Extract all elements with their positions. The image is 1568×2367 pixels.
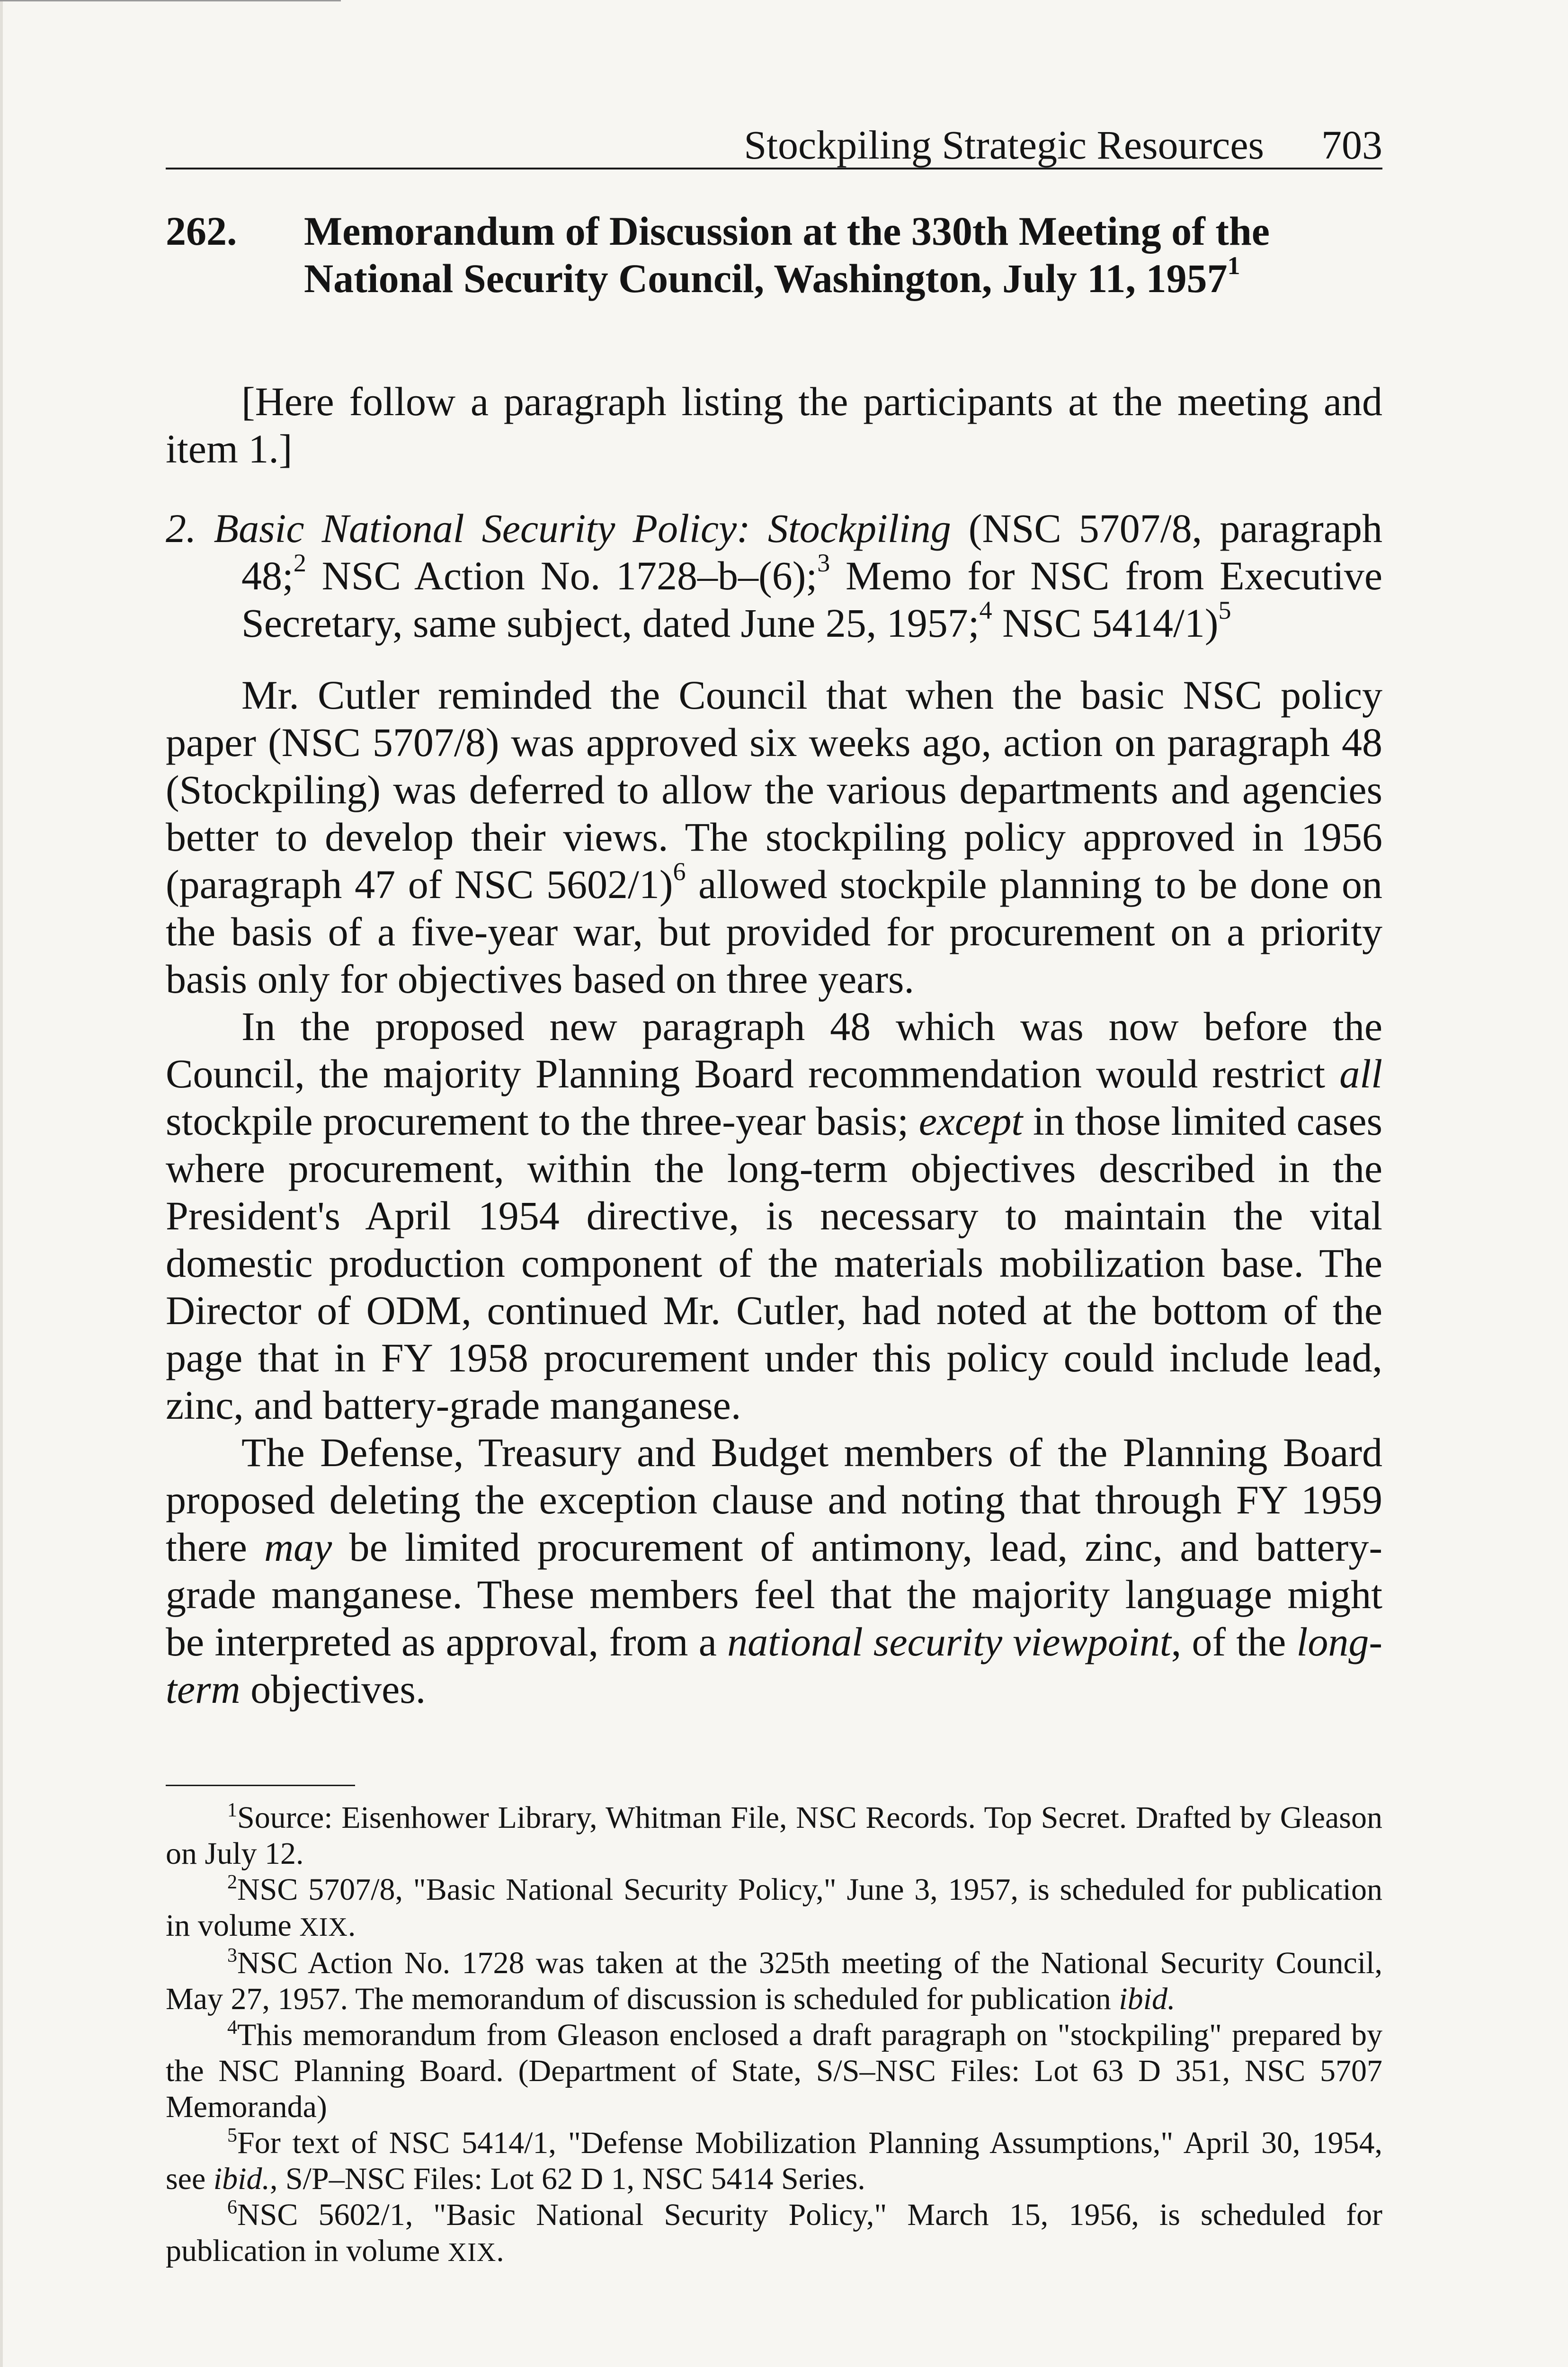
footnote-ref: 3: [817, 549, 830, 577]
document-title: Memorandum of Discussion at the 330th Meeting of the National Security Council, Washington, July 11, 1957$^1$: [304, 208, 1270, 301]
footnote: $^2$NSC 5707/8, "Basic National Security Policy," June 3, 1957, is scheduled for publication in volume XIX.: [166, 1871, 1382, 1943]
footnote-ref: 2: [293, 549, 306, 577]
footnote: $^6$NSC 5602/1, "Basic National Security Policy," March 15, 1956, is scheduled for publication in volume XIX.: [166, 2197, 1382, 2268]
footnote: $^4$This memorandum from Gleason enclosed a draft paragraph on "stockpiling" prepared by the NSC Planning Board. (Department of State, S/S–NSC Files: Lot 63 D 351, NSC 5707 Memoranda): [166, 2017, 1382, 2124]
footnotes: [166, 1800, 1382, 2270]
footnote: $^1$Source: Eisenhower Library, Whitman File, NSC Records. Top Secret. Drafted by Gleason on July 12.: [166, 1799, 1382, 1871]
agenda-item: 2. Basic National Security Policy: Stockpiling (NSC 5707/8, paragraph 48;$^2$ NSC Action No. 1728–b–(6);$^3$ Memo for NSC from Executive Secretary, same subject, dated June 25, 1957;$^4$ NSC 5414/1)$^5$: [166, 506, 1382, 646]
footnote-ref: 1: [1227, 251, 1240, 280]
scan-top-mark: [0, 0, 341, 1]
running-head: [166, 122, 1382, 169]
footnote: $^5$For text of NSC 5414/1, "Defense Mobilization Planning Assumptions," April 30, 1954, see ibid., S/P–NSC Files: Lot 62 D 1, NSC 5414 Series.: [166, 2125, 1382, 2196]
footnote-ref: 6: [673, 857, 686, 886]
intro-paragraph: [Here follow a paragraph listing the participants at the meeting and item 1.]: [166, 379, 1382, 472]
body-paragraph: In the proposed new paragraph 48 which was now before the Council, the majority Planning Board recommendation would restrict all stockpile procurement to the three-year basis; except in those limited cases where procurement, within the long-term objectives described in the President's April 1954 directive, is necessary to maintain the vital domestic production component of the materials mobilization base. The Director of ODM, continued Mr. Cutler, had noted at the bottom of the page that in FY 1958 procurement under this policy could include lead, zinc, and battery-grade manganese.: [166, 1004, 1382, 1428]
footnote-ref: 5: [1218, 596, 1231, 624]
page-number: 703: [1321, 122, 1382, 168]
body-paragraph: The Defense, Treasury and Budget members of the Planning Board proposed deleting the exception clause and noting that through FY 1959 there may be limited procurement of antimony, lead, zinc, and battery-grade manganese. These members feel that the majority language might be interpreted as approval, from a national security viewpoint, of the long-term objectives.: [166, 1430, 1382, 1712]
body-paragraph: Mr. Cutler reminded the Council that when the basic NSC policy paper (NSC 5707/8) was approved six weeks ago, action on paragraph 48 (Stockpiling) was deferred to allow the various departments and agencies better to develop their views. The stockpiling policy approved in 1956 (paragraph 47 of NSC 5602/1)$^6$ allowed stockpile planning to be done on the basis of a five-year war, but provided for procurement on a priority basis only for objectives based on three years.: [166, 672, 1382, 1002]
footnote: $^3$NSC Action No. 1728 was taken at the 325th meeting of the National Security Council, May 27, 1957. The memorandum of discussion is scheduled for publication ibid.: [166, 1945, 1382, 2016]
body-text: [166, 671, 1382, 1713]
running-head-title: Stockpiling Strategic Resources: [744, 122, 1264, 168]
footnote-divider: [166, 1785, 355, 1786]
document-number: 262.: [166, 208, 237, 254]
agenda-label: 2. Basic National Security Policy: Stockpiling: [166, 506, 951, 551]
footnote-ref: 4: [979, 596, 992, 624]
scan-edge: [0, 0, 3, 2367]
